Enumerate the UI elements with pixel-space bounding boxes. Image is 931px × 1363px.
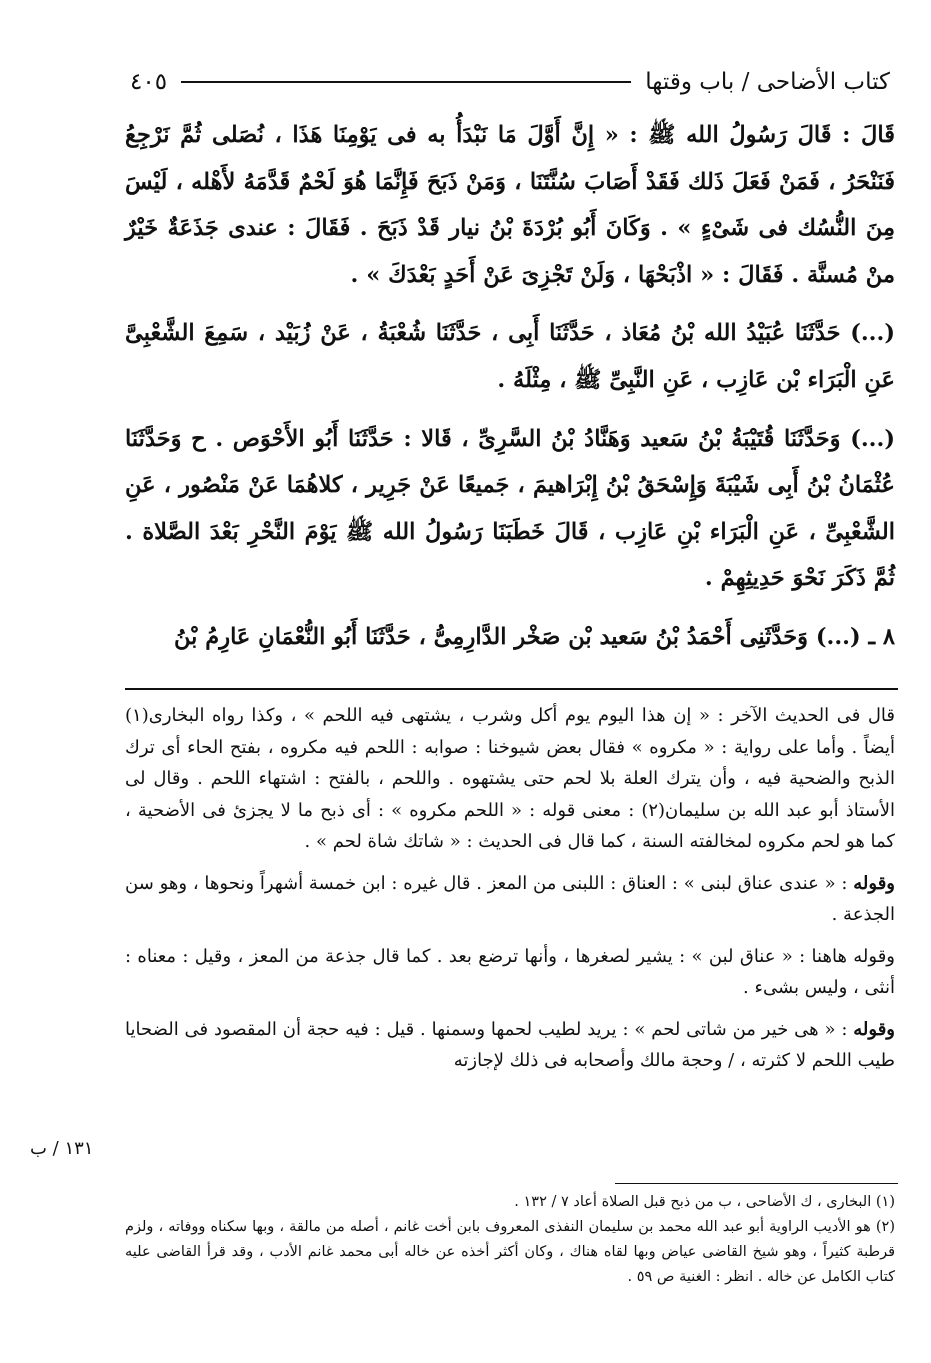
commentary-paragraph <box>125 1014 895 1077</box>
chapter-title: كتاب الأضاحى / باب وقتها <box>645 69 890 95</box>
hadith-paragraph: ٨ ـ (...) وَحَدَّثَنِى أَحْمَدُ بْنُ سَعيد بْن صَخْر الدَّارِمِىُّ ، حَدَّثَنَا أَبُو النُّعْمَانِ عَارِمُ بْنُ <box>174 623 895 650</box>
manuscript-folio-marker: ١٣١ / ب <box>30 1138 94 1159</box>
commentary-text: : « عندى عناق لبنى » : العناق : اللبنى من المعز . قال غيره : ابن خمسة أشهراً ونحوها ، وهو سن الجذعة . <box>125 872 895 925</box>
hadith-paragraph: (...) حَدَّثَنَا عُبَيْدُ الله بْنُ مُعَاذ ، حَدَّثَنَا أَبِى ، حَدَّثَنَا شُعْبَةُ ، عَنْ زُبَيْد ، سَمِعَ الشَّعْبِىَّ عَنِ الْبَرَاء بْن عَازِب ، عَنِ النَّبِىِّ ﷺ ، مِثْلَهُ . <box>125 320 895 393</box>
commentary-text: : « هى خير من شاتى لحم » : يريد لطيب لحمها وسمنها . قيل : فيه حجة أن المقصود فى الضحايا طيب اللحم لا كثرته ، / وحجة مالك وأصحابه فى ذلك لإجازته <box>125 1018 895 1071</box>
hadith-paragraph: (...) وَحَدَّثَنَا قُتَيْبَةُ بْنُ سَعيد وَهَنَّادُ بْنُ السَّرِىِّ ، قَالا : حَدَّثَنَا أَبُو الأَحْوَص . ح وَحَدَّثَنَا عُثْمَانُ بْنُ أَبِى شَيْبَةَ وَإِسْحَقُ بْنُ إِبْرَاهيمَ ، جَميعًا عَنْ جَرِير ، كلاهُمَا عَنْ مَنْصُور ، عَنِ الشَّعْبِىِّ ، عَنِ الْبَرَاء بْنِ عَازِب ، قَالَ خَطَبَنَا رَسُولُ الله ﷺ يَوْمَ النَّحْرِ بَعْدَ الصَّلاة . ثُمَّ ذَكَرَ نَحْوَ حَدِيثِهِمْ . <box>125 425 895 592</box>
commentary-paragraph <box>125 868 895 931</box>
commentary-lead: وقوله <box>853 1018 895 1040</box>
running-header <box>130 62 890 102</box>
commentary-text: وقوله هاهنا : « عناق لبن » : يشير لصغرها ، وأنها ترضع بعد . كما قال جذعة من المعز ، وقيل : معناه : أنثى ، وليس بشىء . <box>125 945 895 998</box>
footnote-divider <box>615 1183 898 1184</box>
commentary-paragraph <box>125 941 895 1004</box>
page-number: ٤٠٥ <box>130 69 168 95</box>
footnotes <box>125 1190 895 1290</box>
commentary-paragraph <box>125 700 895 858</box>
commentary <box>125 700 895 1077</box>
commentary-text: قال فى الحديث الآخر : « إن هذا اليوم يوم أكل وشرب ، يشتهى فيه اللحم » ، وكذا رواه البخارى(١) أيضاً . وأما على رواية : « مكروه » فقال بعض شيوخنا : صوابه : اللحم فيه مكروه ، بفتح الحاء أى ترك الذبح والضحية فيه ، وأن يترك العلة بلا لحم حتى يشتهوه . واللحم ، بالفتح : اشتهاء اللحم . وقال لى الأستاذ أبو عبد الله بن سليمان(٢) : معنى قوله : « اللحم مكروه » : أى ذبح ما لا يجزئ فى الأضحية ، كما هو لحم مكروه لمخالفته السنة ، كما قال فى الحديث : « شاتك شاة لحم » . <box>125 705 896 852</box>
footnote: (٢) هو الأديب الراوية أبو عبد الله محمد بن سليمان النفذى المعروف بابن أخت غانم ، أصله من مالقة ، وبها سكناه ووفاته ، ولزم قرطبة كثيراً ، وهو شيخ القاضى عياض وبها لقاه هناك ، وكان أكثر أخذه عن خاله أبى محمد غانم الأدب ، وقد قرأ القاضى عليه كتاب الكامل عن خاله . انظر : الغنية ص ٥٩ . <box>125 1219 895 1285</box>
hadith-text <box>125 112 895 661</box>
hadith-paragraph: قَالَ : قَالَ رَسُولُ الله ﷺ : « إِنَّ أَوَّلَ مَا نَبْدَأُ به فى يَوْمِنَا هَذَا ، نُصَلى ثُمَّ نَرْجِعُ فَنَنْحَرُ ، فَمَنْ فَعَلَ ذَلك فَقَدْ أَصَابَ سُنَّتَنَا ، وَمَنْ ذَبَحَ فَإِنَّمَا هُوَ لَحْمٌ قَدَّمَهُ لأَهْله ، لَيْسَ مِنَ النُّسُك فى شَىْءٍ » . وَكَانَ أَبُو بُرْدَةَ بْنُ نيار قَدْ ذَبَحَ . فَقَالَ : عندى جَذَعَةٌ خَيْرٌ منْ مُسنَّة . فَقَالَ : « اذْبَحْهَا ، وَلَنْ تَجْزِىَ عَنْ أَحَدٍ بَعْدَكَ » . <box>125 122 895 288</box>
footnote: (١) البخارى ، ك الأضاحى ، ب من ذبح قبل الصلاة أعاد ٧ / ١٣٢ . <box>514 1194 895 1210</box>
header-rule <box>181 81 631 83</box>
text-commentary-divider <box>125 688 898 690</box>
commentary-lead: وقوله <box>853 872 895 894</box>
